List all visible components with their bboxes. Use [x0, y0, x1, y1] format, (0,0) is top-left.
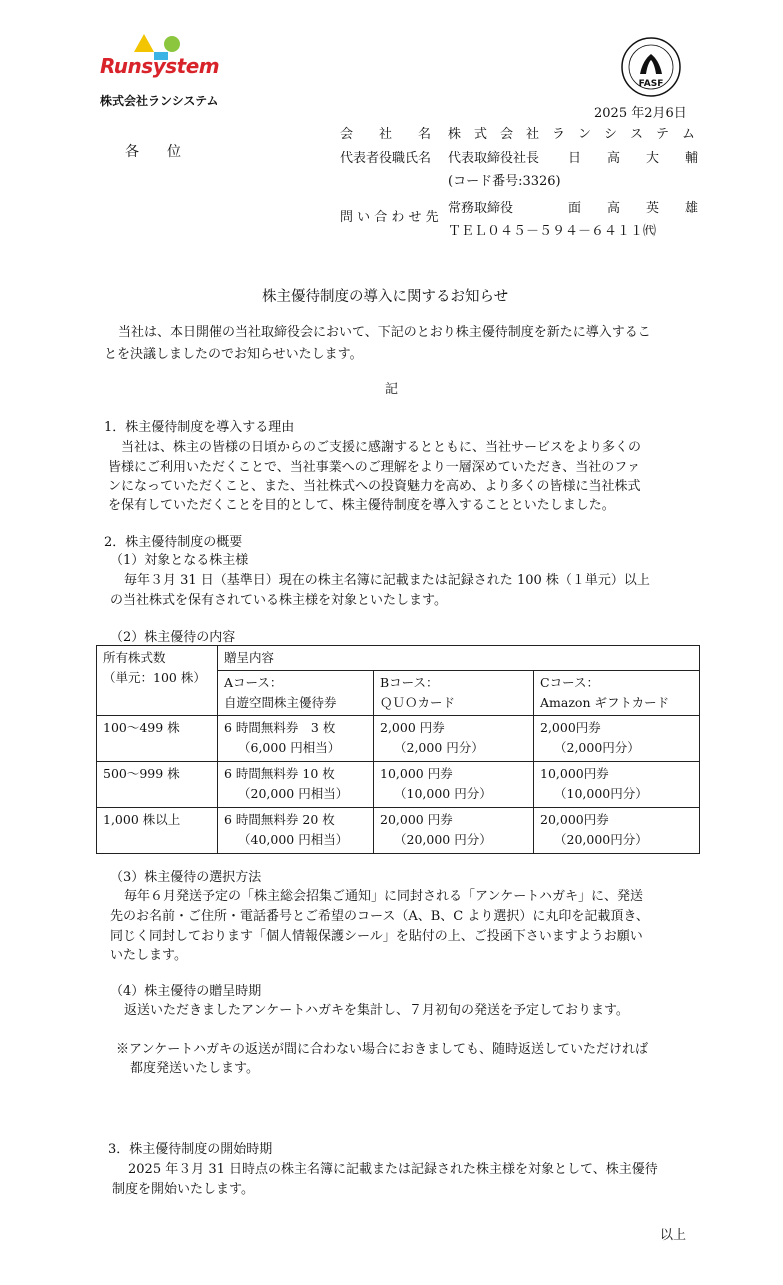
document-title: 株主優待制度の導入に関するお知らせ — [262, 289, 509, 305]
table-row — [97, 716, 700, 762]
shares-header-unit: （単元：100 株） — [103, 670, 206, 685]
section1-line-1: 当社は、株主の皆様の日頃からのご支援に感謝するとともに、当社サービスをより多くの — [121, 440, 642, 455]
course-b-value: 2,000 円券 — [380, 720, 445, 735]
course-c-value: 2,000円券 — [540, 720, 601, 735]
course-b-cell — [374, 762, 534, 808]
course-a-value: 6 時間無料券 20 枚 — [224, 812, 335, 827]
fasf-mark — [620, 36, 682, 98]
course-a-value: 6 時間無料券 10 枚 — [224, 766, 335, 781]
section1-line-2: 皆様にご利用いただくことで、当社事業へのご理解をより一層深めていただき、当社のファ — [108, 460, 640, 475]
section2-heading: 2．株主優待制度の概要 — [104, 535, 243, 550]
course-c-value: 20,000円券 — [540, 812, 609, 827]
section2-sub3-heading: （3）株主優待の選択方法 — [110, 870, 262, 885]
course-c-name: Amazon ギフトカード — [540, 695, 670, 710]
section2-sub1-line-2: の当社株式を保有されている株主様を対象といたします。 — [110, 593, 447, 608]
contact-label: 問 い 合 わ せ 先 — [340, 210, 439, 225]
intro-line-2: とを決議しましたのでお知らせいたします。 — [104, 347, 363, 362]
company-logo — [100, 30, 230, 110]
course-b-equivalent: （20,000 円分） — [394, 832, 492, 847]
shares-header-cell — [97, 646, 218, 716]
section2-sub1-line-1: 毎年３月 31 日（基準日）現在の株主名簿に記載または記録された 100 株（１単元）以上 — [124, 573, 650, 588]
benefit-table — [96, 645, 700, 854]
shares-cell: 500～999 株 — [97, 762, 218, 808]
addressee: 各 位 — [125, 144, 181, 160]
contact-name: 面 高 英 雄 — [568, 201, 699, 216]
closing-ijou: 以上 — [660, 1228, 687, 1243]
logo-company-name: 株式会社ランシステム — [100, 94, 219, 108]
course-c-cell — [534, 716, 700, 762]
course-b-name: ＱＵＯカード — [380, 695, 456, 710]
section2-sub4-heading: （4）株主優待の贈呈時期 — [110, 984, 262, 999]
course-b-label: Bコース： — [380, 675, 439, 690]
table-row — [97, 762, 700, 808]
section2-sub2-heading: （2）株主優待の内容 — [110, 630, 236, 645]
intro-line-1: 当社は、本日開催の当社取締役会において、下記のとおり株主優待制度を新たに導入するこ — [118, 325, 651, 340]
course-c-cell — [534, 762, 700, 808]
note-line-1: ※アンケートハガキの返送が間に合わない場合におきましても、随時返送していただければ — [116, 1042, 648, 1057]
shares-header: 所有株式数 — [103, 650, 166, 665]
stock-code: (コード番号:3326) — [448, 174, 561, 189]
section1-heading: 1．株主優待制度を導入する理由 — [104, 420, 295, 435]
course-a-equivalent: （40,000 円相当） — [238, 832, 349, 847]
document-date: 2025 年2月6日 — [594, 106, 687, 121]
shares-cell: 100～499 株 — [97, 716, 218, 762]
section2-sub3-line-2: 先のお名前・ご住所・電話番号とご希望のコース（A、B、C より選択）に丸印を記載頂き、 — [110, 909, 649, 924]
course-c-header — [534, 671, 700, 716]
section1-line-3: ンになっていただくこと、また、当社株式への投資魅力を高め、より多くの皆様に当社株式 — [108, 479, 641, 494]
course-a-equivalent: （20,000 円相当） — [238, 786, 349, 801]
representative-label: 代表者役職氏名 — [340, 151, 432, 166]
ki-marker: 記 — [385, 382, 399, 397]
course-b-cell — [374, 716, 534, 762]
section2-sub1-heading: （1）対象となる株主様 — [110, 553, 249, 568]
course-b-value: 20,000 円券 — [380, 812, 453, 827]
course-a-value: 6 時間無料券 3 枚 — [224, 720, 336, 735]
note-line-2: 都度発送いたします。 — [130, 1061, 259, 1076]
course-a-equivalent: （6,000 円相当） — [238, 740, 341, 755]
course-c-equivalent: （10,000円分） — [554, 786, 648, 801]
course-b-value: 10,000 円券 — [380, 766, 453, 781]
contact-tel: ＴＥＬ０４５－５９４－６４１１㈹ — [448, 224, 657, 239]
course-c-label: Cコース： — [540, 675, 599, 690]
course-c-value: 10,000円券 — [540, 766, 609, 781]
course-b-header — [374, 671, 534, 716]
fasf-label: FASF — [638, 79, 664, 89]
fasf-emblem-icon — [620, 36, 682, 98]
course-c-equivalent: （2,000円分） — [554, 740, 640, 755]
section1-line-4: を保有していただくことを目的として、株主優待制度を導入することといたしました。 — [108, 498, 615, 513]
section3-line-2: 制度を開始いたします。 — [112, 1182, 254, 1197]
course-a-header — [218, 671, 374, 716]
logo-wordmark: Runsystem — [100, 54, 220, 78]
course-a-cell — [218, 716, 374, 762]
course-c-cell — [534, 808, 700, 854]
course-a-name: 自遊空間株主優待券 — [224, 695, 337, 710]
course-a-label: Aコース： — [224, 675, 283, 690]
content-header: 贈呈内容 — [218, 646, 700, 671]
representative-title: 代表取締役社長 — [448, 151, 540, 166]
section3-heading: 3．株主優待制度の開始時期 — [108, 1142, 273, 1157]
section2-sub3-line-3: 同じく同封しております「個人情報保護シール」を貼付の上、ご投函下さいますようお願い — [110, 929, 643, 944]
shares-cell: 1,000 株以上 — [97, 808, 218, 854]
table-row — [97, 808, 700, 854]
contact-title: 常務取締役 — [448, 201, 514, 216]
table-header-row — [97, 646, 700, 671]
company-name-label: 会 社 名 — [340, 127, 432, 142]
section3-line-1: 2025 年３月 31 日時点の株主名簿に記載または記録された株主様を対象として、株主優待 — [128, 1162, 658, 1177]
representative-name: 日 高 大 輔 — [568, 151, 699, 166]
section2-sub4-line: 返送いただきましたアンケートハガキを集計し、７月初旬の発送を予定しております。 — [124, 1003, 629, 1018]
course-a-cell — [218, 762, 374, 808]
course-b-cell — [374, 808, 534, 854]
section2-sub3-line-1: 毎年６月発送予定の「株主総会招集ご通知」に同封される「アンケートハガキ」に、発送 — [124, 889, 643, 904]
course-b-equivalent: （2,000 円分） — [394, 740, 484, 755]
company-name-value: 株 式 会 社 ラ ン シ ス テ ム — [448, 127, 696, 142]
course-b-equivalent: （10,000 円分） — [394, 786, 492, 801]
course-a-cell — [218, 808, 374, 854]
course-c-equivalent: （20,000円分） — [554, 832, 648, 847]
section2-sub3-line-4: いたします。 — [110, 948, 187, 963]
